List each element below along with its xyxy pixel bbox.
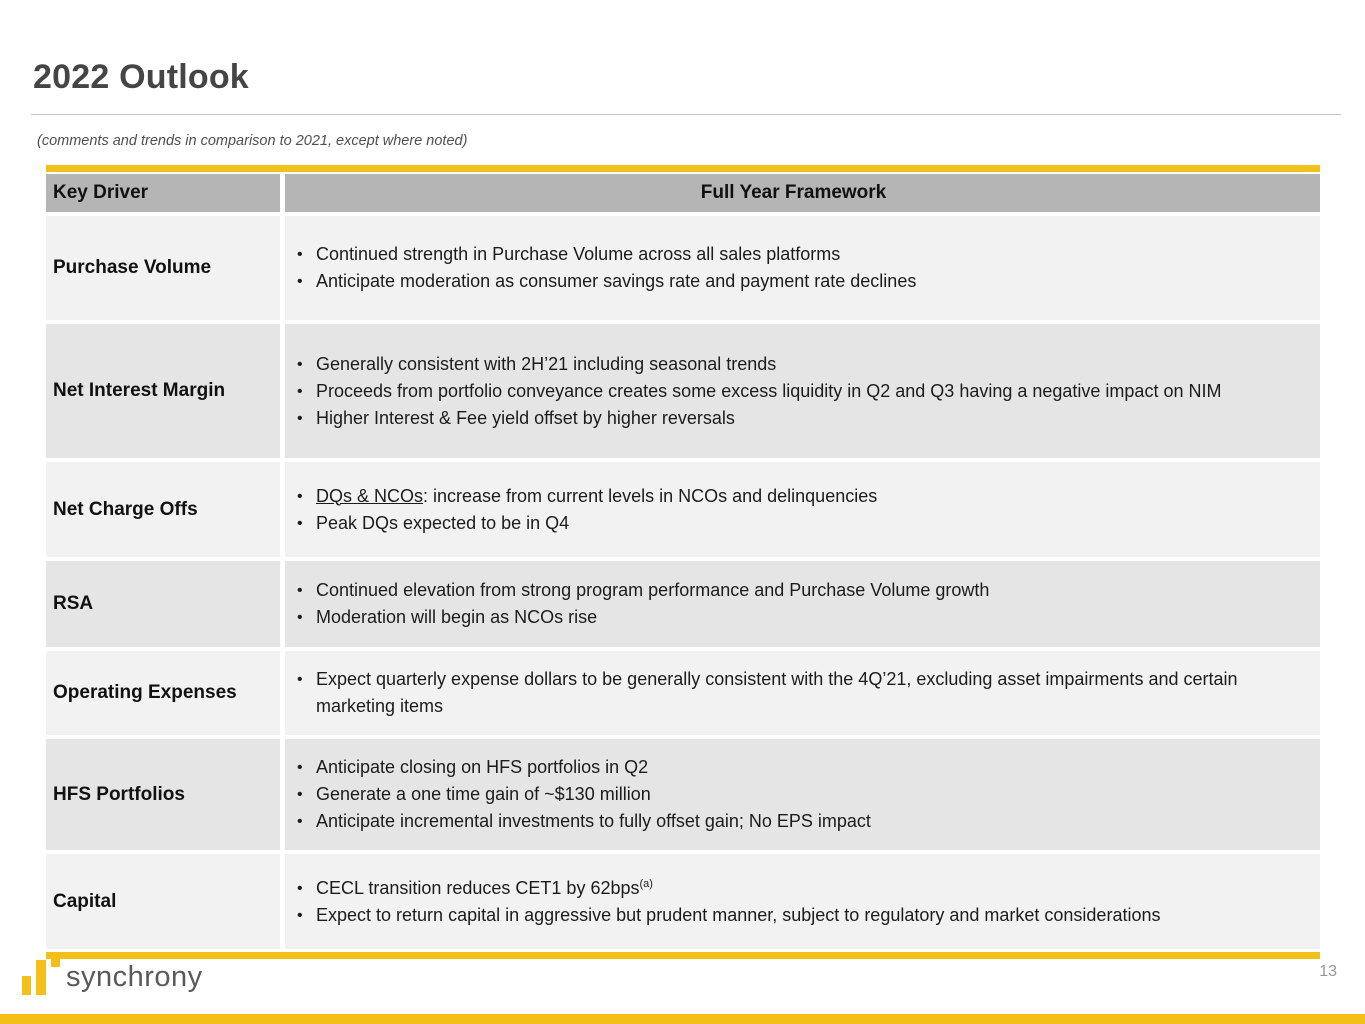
bullet-item: • Generate a one time gain of ~$130 million bbox=[291, 781, 1296, 808]
table-row-purchase-volume bbox=[46, 216, 1320, 320]
key-driver-cell bbox=[46, 324, 280, 458]
bullet-item: • DQs & NCOs: increase from current levels in NCOs and delinquencies bbox=[291, 483, 1296, 510]
table-row-net-interest-margin bbox=[46, 324, 1320, 458]
table-row-net-charge-offs bbox=[46, 462, 1320, 557]
synchrony-logo-icon bbox=[36, 960, 46, 995]
bullet-item: • Proceeds from portfolio conveyance creates some excess liquidity in Q2 and Q3 having a negative impact on NIM bbox=[291, 378, 1296, 405]
driver-label: Purchase Volume bbox=[53, 257, 212, 278]
key-driver-header-label: Key Driver bbox=[53, 182, 149, 203]
bullet-item: • Anticipate moderation as consumer savings rate and payment rate declines bbox=[291, 268, 1296, 295]
framework-cell bbox=[285, 462, 1320, 557]
synchrony-logo-icon bbox=[22, 976, 31, 995]
outlook-table bbox=[46, 165, 1320, 959]
key-driver-cell bbox=[46, 216, 280, 320]
bullet-item: • Expect quarterly expense dollars to be generally consistent with the 4Q’21, excluding asset impairments and certain marketing items bbox=[291, 666, 1296, 720]
framework-cell bbox=[285, 324, 1320, 458]
driver-label: Net Charge Offs bbox=[53, 498, 198, 520]
table-header-row bbox=[46, 174, 1320, 212]
table-row-capital bbox=[46, 854, 1320, 949]
synchrony-logo-icon bbox=[51, 953, 60, 967]
column-header-key-driver bbox=[46, 174, 280, 212]
driver-label: Net Interest Margin bbox=[53, 380, 226, 401]
key-driver-table bbox=[46, 174, 1320, 949]
page-title: 2022 Outlook bbox=[33, 58, 249, 96]
bullet-list bbox=[291, 754, 1296, 835]
footnote-marker: (a) bbox=[639, 877, 653, 890]
table-row-operating-expenses bbox=[46, 651, 1320, 735]
footer-accent-bar bbox=[0, 1014, 1365, 1024]
page-number: 13 bbox=[1319, 963, 1337, 980]
bullet-item: • Continued strength in Purchase Volume across all sales platforms bbox=[291, 241, 1296, 268]
bullet-item: • Expect to return capital in aggressive but prudent manner, subject to regulatory and market considerations bbox=[291, 902, 1296, 929]
framework-cell bbox=[285, 216, 1320, 320]
bullet-list bbox=[291, 577, 1296, 631]
framework-cell bbox=[285, 739, 1320, 850]
bullet-list bbox=[291, 666, 1296, 720]
bullet-item: • Higher Interest & Fee yield offset by higher reversals bbox=[291, 405, 1296, 432]
bullet-list bbox=[291, 875, 1296, 929]
driver-label: Capital bbox=[53, 890, 117, 912]
bullet-list bbox=[291, 483, 1296, 537]
key-driver-cell bbox=[46, 651, 280, 735]
framework-cell bbox=[285, 561, 1320, 647]
framework-header-label: Full Year Framework bbox=[700, 182, 887, 203]
bullet-item: • Peak DQs expected to be in Q4 bbox=[291, 510, 1296, 537]
driver-label: Operating Expenses bbox=[53, 682, 237, 703]
underlined-term: DQs & NCOs bbox=[316, 485, 424, 506]
framework-cell bbox=[285, 651, 1320, 735]
bullet-list bbox=[291, 351, 1296, 432]
driver-label: HFS Portfolios bbox=[53, 783, 185, 805]
column-header-framework bbox=[285, 174, 1320, 212]
synchrony-logo bbox=[14, 950, 274, 1000]
key-driver-cell bbox=[46, 561, 280, 647]
bullet-list bbox=[291, 241, 1296, 295]
key-driver-cell bbox=[46, 739, 280, 850]
synchrony-wordmark: synchrony bbox=[66, 961, 203, 993]
title-divider bbox=[31, 114, 1341, 115]
bullet-item: • Anticipate incremental investments to fully offset gain; No EPS impact bbox=[291, 808, 1296, 835]
driver-label: RSA bbox=[53, 593, 94, 614]
bullet-item: • Generally consistent with 2H’21 including seasonal trends bbox=[291, 351, 1296, 378]
table-row-hfs-portfolios bbox=[46, 739, 1320, 850]
accent-rule-top bbox=[46, 165, 1320, 172]
bullet-item: • Continued elevation from strong program performance and Purchase Volume growth bbox=[291, 577, 1296, 604]
table-row-rsa bbox=[46, 561, 1320, 647]
bullet-item: • CECL transition reduces CET1 by 62bps$^{(a)}$ bbox=[291, 875, 1296, 902]
comparison-note: (comments and trends in comparison to 2021, except where noted) bbox=[37, 133, 468, 149]
key-driver-cell bbox=[46, 854, 280, 949]
bullet-item: • Moderation will begin as NCOs rise bbox=[291, 604, 1296, 631]
key-driver-cell bbox=[46, 462, 280, 557]
framework-cell bbox=[285, 854, 1320, 949]
bullet-item: • Anticipate closing on HFS portfolios in Q2 bbox=[291, 754, 1296, 781]
